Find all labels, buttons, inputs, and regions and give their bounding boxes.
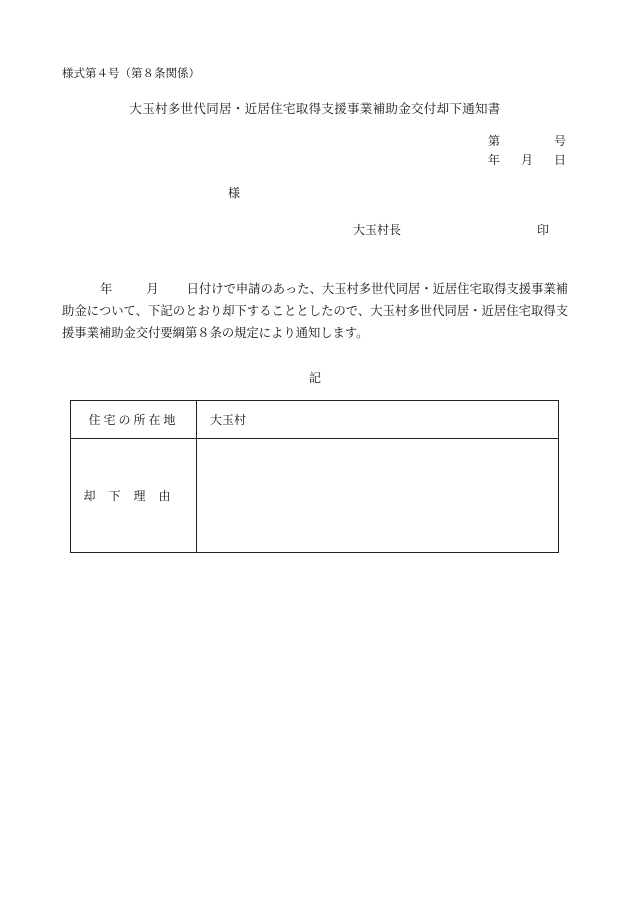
body-paragraph: 日付けで申請のあった、大玉村多世代同居・近居住宅取得支援事業補助金について、下記のとおり却下することとしたので、大玉村多世代同居・近居住宅取得支援事業補助金交付要綱第８条の規定により通知します。 bbox=[62, 282, 568, 340]
number-prefix: 第 bbox=[488, 134, 501, 148]
date-year: 年 bbox=[488, 153, 501, 167]
notice-body bbox=[62, 278, 568, 344]
body-date-month: 月 bbox=[146, 282, 159, 296]
issuer-name: 大玉村長 bbox=[353, 223, 402, 237]
addressee-honorific: 様 bbox=[228, 186, 241, 200]
document-number-line bbox=[488, 132, 566, 149]
number-suffix: 号 bbox=[553, 134, 566, 148]
issue-date-line bbox=[488, 151, 566, 168]
date-day: 日 bbox=[553, 153, 566, 167]
document-title: 大玉村多世代同居・近居住宅取得支援事業補助金交付却下通知書 bbox=[129, 101, 501, 116]
reason-label: 却下理由 bbox=[71, 439, 197, 553]
ki-heading: 記 bbox=[308, 371, 321, 385]
detail-table bbox=[70, 400, 559, 553]
body-date-year: 年 bbox=[100, 282, 113, 296]
seal-mark: 印 bbox=[537, 223, 550, 237]
form-number: 様式第４号（第８条関係） bbox=[62, 66, 200, 80]
address-value: 大玉村 bbox=[197, 401, 559, 439]
date-month: 月 bbox=[520, 153, 533, 167]
reason-value bbox=[197, 439, 559, 553]
table-row-reason bbox=[71, 439, 559, 553]
address-label: 住宅の所在地 bbox=[71, 401, 197, 439]
table-row-address bbox=[71, 401, 559, 439]
